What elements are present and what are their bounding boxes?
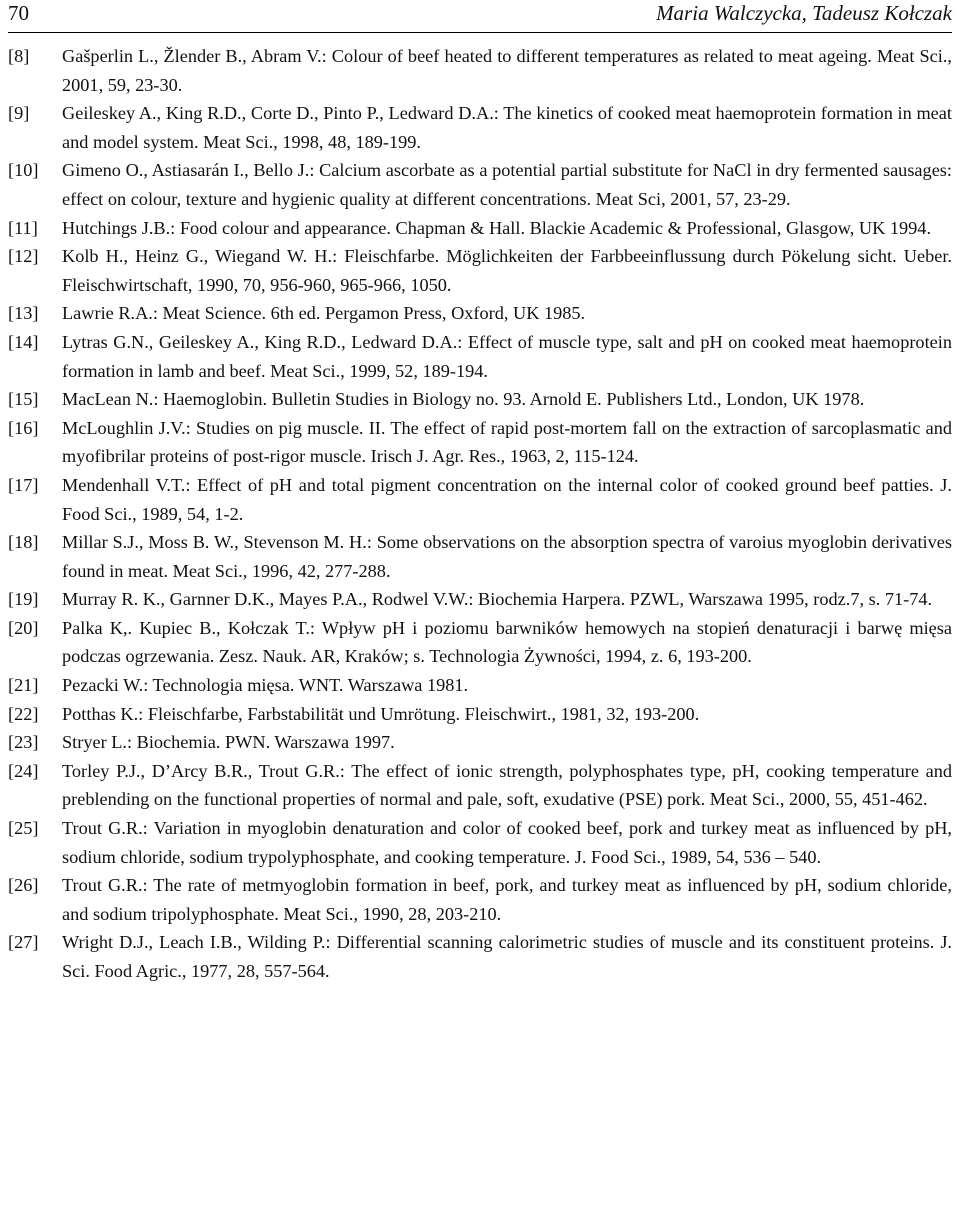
reference-text: Trout G.R.: Variation in myoglobin denaturation and color of cooked beef, pork and turkey meat as influenced by pH, sodium chloride, sodium trypolyphosphate, and cooking temperature. J. Food Sci., 1989, 54, 536 – 540. <box>62 818 952 867</box>
reference-number: [27] <box>8 932 39 953</box>
reference-number: [10] <box>8 160 39 181</box>
reference-text: Millar S.J., Moss B. W., Stevenson M. H.: Some observations on the absorption spectra of varoius myoglobin derivatives found in meat. Meat Sci., 1996, 42, 277-288. <box>62 532 952 581</box>
reference-item <box>0 700 960 729</box>
reference-number: [8] <box>8 46 30 66</box>
reference-item <box>0 471 960 528</box>
reference-item <box>0 99 960 156</box>
reference-text: Gašperlin L., Žlender B., Abram V.: Colour of beef heated to different temperatures as related to meat ageing. Meat Sci., 2001, 59, 23-30. <box>62 46 952 95</box>
reference-text: Potthas K.: Fleischfarbe, Farbstabilität und Umrötung. Fleischwirt., 1981, 32, 193-200. <box>62 703 700 724</box>
reference-number: [11] <box>8 217 38 238</box>
reference-text: Lytras G.N., Geileskey A., King R.D., Ledward D.A.: Effect of muscle type, salt and pH on cooked meat haemoprotein formation in lamb and beef. Meat Sci., 1999, 52, 189-194. <box>62 331 952 381</box>
reference-text: Gimeno O., Astiasarán I., Bello J.: Calcium ascorbate as a potential partial substitute for NaCl in dry fermented sausages: effect on colour, texture and hygienic quality at different concentrations. Meat Sci, 2001, 57, 23-29. <box>62 160 952 209</box>
reference-number: [15] <box>8 389 39 410</box>
reference-text: Kolb H., Heinz G., Wiegand W. H.: Fleischfarbe. Möglichkeiten der Farbbeeinflussung durch Pökelung sicht. Ueber. Fleischwirtschaft, 1990, 70, 956-960, 965-966, 1050. <box>62 246 952 295</box>
reference-number: [24] <box>8 760 39 781</box>
reference-text: Lawrie R.A.: Meat Science. 6th ed. Pergamon Press, Oxford, UK 1985. <box>62 303 586 324</box>
reference-number: [26] <box>8 875 39 896</box>
reference-item <box>0 614 960 671</box>
reference-text: Wright D.J., Leach I.B., Wilding P.: Differential scanning calorimetric studies of muscle and its constituent proteins. J. Sci. Food Agric., 1977, 28, 557-564. <box>62 932 952 981</box>
reference-number: [14] <box>8 331 39 352</box>
reference-number: [19] <box>8 589 39 610</box>
reference-list <box>0 42 960 986</box>
reference-text: Geileskey A., King R.D., Corte D., Pinto P., Ledward D.A.: The kinetics of cooked meat haemoprotein formation in meat and model system. Meat Sci., 1998, 48, 189-199. <box>62 103 952 152</box>
reference-number: [17] <box>8 474 39 495</box>
reference-number: [9] <box>8 103 30 124</box>
reference-number: [16] <box>8 417 39 438</box>
running-head-authors: Maria Walczycka, Tadeusz Kołczak <box>656 1 952 25</box>
reference-item <box>0 528 960 585</box>
reference-item <box>0 242 960 299</box>
reference-number: [23] <box>8 732 39 753</box>
reference-item <box>0 928 960 985</box>
reference-number: [12] <box>8 246 39 267</box>
reference-item <box>0 757 960 814</box>
reference-item <box>0 156 960 213</box>
reference-text: Torley P.J., D’Arcy B.R., Trout G.R.: The effect of ionic strength, polyphosphates type, pH, cooking temperature and preblending on the functional properties of normal and pale, soft, exudative (PSE) pork. Meat Sci., 2000, 55, 451-462. <box>62 760 952 810</box>
reference-text: Pezacki W.: Technologia mięsa. WNT. Warszawa 1981. <box>62 675 469 696</box>
reference-text: Hutchings J.B.: Food colour and appearance. Chapman & Hall. Blackie Academic & Professional, Glasgow, UK 1994. <box>62 217 932 238</box>
reference-text: McLoughlin J.V.: Studies on pig muscle. II. The effect of rapid post-mortem fall on the extraction of sarcoplasmatic and myofibrilar proteins of post-rigor muscle. Irisch J. Agr. Res., 1963, 2, 115-124. <box>62 417 952 467</box>
reference-text: Mendenhall V.T.: Effect of pH and total pigment concentration on the internal color of cooked ground beef patties. J. Food Sci., 1989, 54, 1-2. <box>62 474 952 524</box>
reference-number: [18] <box>8 532 39 553</box>
reference-item <box>0 728 960 757</box>
reference-text: Trout G.R.: The rate of metmyoglobin formation in beef, pork, and turkey meat as influenced by pH, sodium chloride, and sodium tripolyphosphate. Meat Sci., 1990, 28, 203-210. <box>62 875 952 924</box>
reference-text: MacLean N.: Haemoglobin. Bulletin Studies in Biology no. 93. Arnold E. Publishers Ltd., London, UK 1978. <box>62 389 865 410</box>
page-number: 70 <box>8 1 29 25</box>
reference-text: Palka K,. Kupiec B., Kołczak T.: Wpływ pH i poziomu barwników hemowych na stopień denaturacji i barwę mięsa podczas ogrzewania. Zesz. Nauk. AR, Kraków; s. Technologia Żywności, 1994, z. 6, 193-200. <box>62 617 952 667</box>
reference-number: [22] <box>8 703 39 724</box>
reference-number: [25] <box>8 818 39 839</box>
reference-text: Murray R. K., Garnner D.K., Mayes P.A., Rodwel V.W.: Biochemia Harpera. PZWL, Warszawa 1995, rodz.7, s. 71-74. <box>62 589 933 610</box>
reference-item <box>0 414 960 471</box>
reference-item <box>0 385 960 414</box>
reference-text: Stryer L.: Biochemia. PWN. Warszawa 1997. <box>62 732 395 753</box>
reference-item <box>0 871 960 928</box>
reference-number: [13] <box>8 303 39 324</box>
reference-number: [20] <box>8 617 39 638</box>
reference-number: [21] <box>8 675 39 696</box>
reference-item <box>0 328 960 385</box>
reference-item <box>0 585 960 614</box>
reference-item <box>0 42 960 99</box>
reference-item <box>0 671 960 700</box>
page-header <box>8 0 952 33</box>
reference-item <box>0 299 960 328</box>
reference-item <box>0 214 960 243</box>
reference-item <box>0 814 960 871</box>
